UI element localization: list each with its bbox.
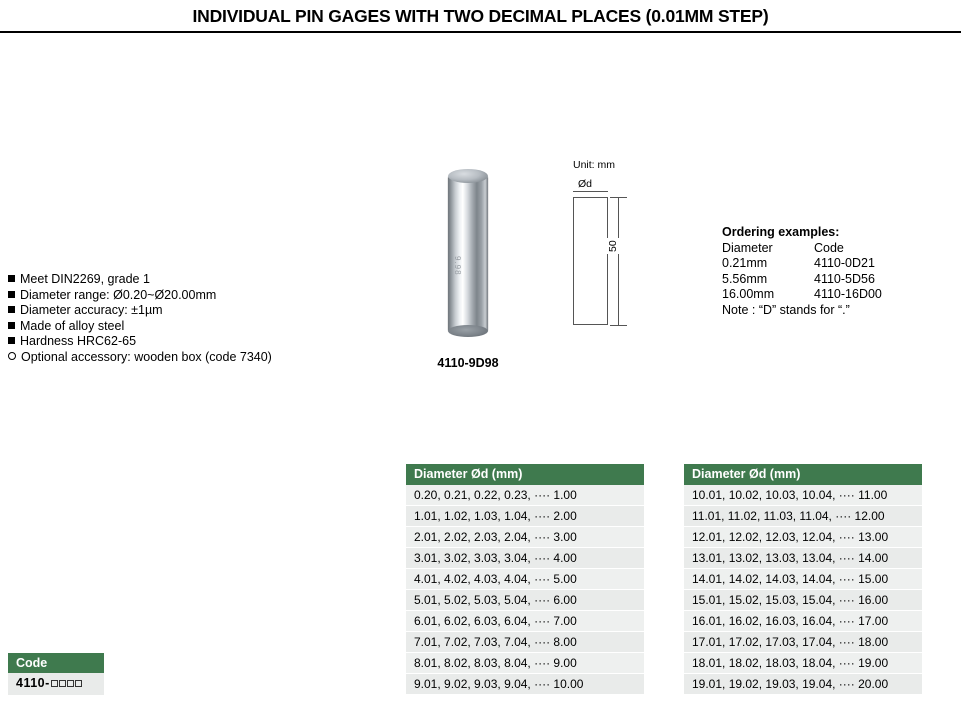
table-row: 18.01, 18.02, 18.03, 18.04, ···· 19.00 xyxy=(684,653,922,674)
cell-code: 4110-16D00 xyxy=(814,287,882,301)
feature-text: Diameter range: Ø0.20~Ø20.00mm xyxy=(20,287,217,302)
table-row: 13.01, 13.02, 13.03, 13.04, ···· 14.00 xyxy=(684,548,922,569)
code-placeholder-square xyxy=(75,680,82,687)
table-row: 14.01, 14.02, 14.03, 14.04, ···· 15.00 xyxy=(684,569,922,590)
list-item xyxy=(8,350,338,366)
square-bullet-icon xyxy=(8,275,15,282)
table-header-row xyxy=(722,241,882,257)
code-box-header: Code xyxy=(8,653,104,673)
diameter-table-left xyxy=(406,464,644,695)
page-title: INDIVIDUAL PIN GAGES WITH TWO DECIMAL PLACES (0.01MM STEP) xyxy=(192,6,769,26)
table-row: 4.01, 4.02, 4.03, 4.04, ···· 5.00 xyxy=(406,569,644,590)
table-row: 5.01, 5.02, 5.03, 5.04, ···· 6.00 xyxy=(406,590,644,611)
cell-code: 4110-5D56 xyxy=(814,271,875,286)
product-code-caption: 4110-9D98 xyxy=(437,356,499,370)
code-placeholder-square xyxy=(59,680,66,687)
code-placeholder-square xyxy=(67,680,74,687)
list-item xyxy=(8,288,338,304)
list-item xyxy=(8,319,338,335)
table-row: 9.01, 9.02, 9.03, 9.04, ···· 10.00 xyxy=(406,674,644,695)
ordering-heading: Ordering examples: xyxy=(722,225,840,239)
length-dimension-label: 50 xyxy=(607,240,619,252)
code-prefix: 4110- xyxy=(16,676,50,690)
pin-gage-photo xyxy=(448,168,488,340)
table-row: 19.01, 19.02, 19.03, 19.04, ···· 20.00 xyxy=(684,674,922,695)
square-bullet-icon xyxy=(8,291,15,298)
feature-text: Diameter accuracy: ±1µm xyxy=(20,303,163,317)
table-row xyxy=(722,287,882,303)
ordering-note: Note : “D” stands for “.” xyxy=(722,302,850,317)
feature-text: Meet DIN2269, grade 1 xyxy=(20,272,150,286)
pin-body xyxy=(448,176,488,332)
table-row: 7.01, 7.02, 7.03, 7.04, ···· 8.00 xyxy=(406,632,644,653)
length-dimension-line xyxy=(618,197,619,325)
dimension-tick-bottom xyxy=(610,325,627,326)
feature-list xyxy=(8,272,338,365)
cell-diameter: 0.21mm xyxy=(722,256,768,270)
code-box xyxy=(8,653,104,695)
list-item xyxy=(8,303,338,319)
column-header-diameter: Diameter xyxy=(722,240,773,255)
cell-code: 4110-0D21 xyxy=(814,256,875,270)
pin-bottom-face xyxy=(448,325,488,337)
table-row: 6.01, 6.02, 6.03, 6.04, ···· 7.00 xyxy=(406,611,644,632)
column-header-code: Code xyxy=(814,240,844,255)
code-box-value xyxy=(8,673,104,695)
table-row: 8.01, 8.02, 8.03, 8.04, ···· 9.00 xyxy=(406,653,644,674)
table-row: 16.01, 16.02, 16.03, 16.04, ···· 17.00 xyxy=(684,611,922,632)
table-row xyxy=(722,272,882,288)
feature-text: Optional accessory: wooden box (code 7340) xyxy=(21,349,272,364)
square-bullet-icon xyxy=(8,337,15,344)
diameter-table-right xyxy=(684,464,922,695)
list-item xyxy=(8,334,338,350)
table-header: Diameter Ød (mm) xyxy=(684,464,922,485)
table-row: 1.01, 1.02, 1.03, 1.04, ···· 2.00 xyxy=(406,506,644,527)
feature-text: Hardness HRC62-65 xyxy=(20,334,137,348)
code-placeholder-square xyxy=(51,680,58,687)
table-row: 11.01, 11.02, 11.03, 11.04, ···· 12.00 xyxy=(684,506,922,527)
circle-bullet-icon xyxy=(8,352,16,360)
square-bullet-icon xyxy=(8,322,15,329)
square-bullet-icon xyxy=(8,306,15,313)
cell-diameter: 16.00mm xyxy=(722,287,775,301)
table-row: 15.01, 15.02, 15.03, 15.04, ···· 16.00 xyxy=(684,590,922,611)
ordering-table xyxy=(722,241,882,303)
ordering-examples xyxy=(722,225,882,318)
pin-engraving-text: 9.98 xyxy=(453,256,462,276)
list-item xyxy=(8,272,338,288)
table-row xyxy=(722,256,882,272)
table-row: 0.20, 0.21, 0.22, 0.23, ···· 1.00 xyxy=(406,485,644,506)
title-divider xyxy=(0,31,961,33)
table-row: 12.01, 12.02, 12.03, 12.04, ···· 13.00 xyxy=(684,527,922,548)
pin-schematic-outline xyxy=(573,197,608,325)
table-row: 17.01, 17.02, 17.03, 17.04, ···· 18.00 xyxy=(684,632,922,653)
unit-label: Unit: mm xyxy=(573,159,615,171)
table-header: Diameter Ød (mm) xyxy=(406,464,644,485)
pin-top-face xyxy=(448,169,488,183)
code-placeholder-squares xyxy=(50,676,82,690)
cell-diameter: 5.56mm xyxy=(722,271,768,286)
table-row: 2.01, 2.02, 2.03, 2.04, ···· 3.00 xyxy=(406,527,644,548)
diameter-dimension-label: Ød xyxy=(578,178,593,190)
table-row: 10.01, 10.02, 10.03, 10.04, ···· 11.00 xyxy=(684,485,922,506)
table-row: 3.01, 3.02, 3.03, 3.04, ···· 4.00 xyxy=(406,548,644,569)
diameter-dimension-line xyxy=(573,191,608,192)
feature-text: Made of alloy steel xyxy=(20,318,125,333)
